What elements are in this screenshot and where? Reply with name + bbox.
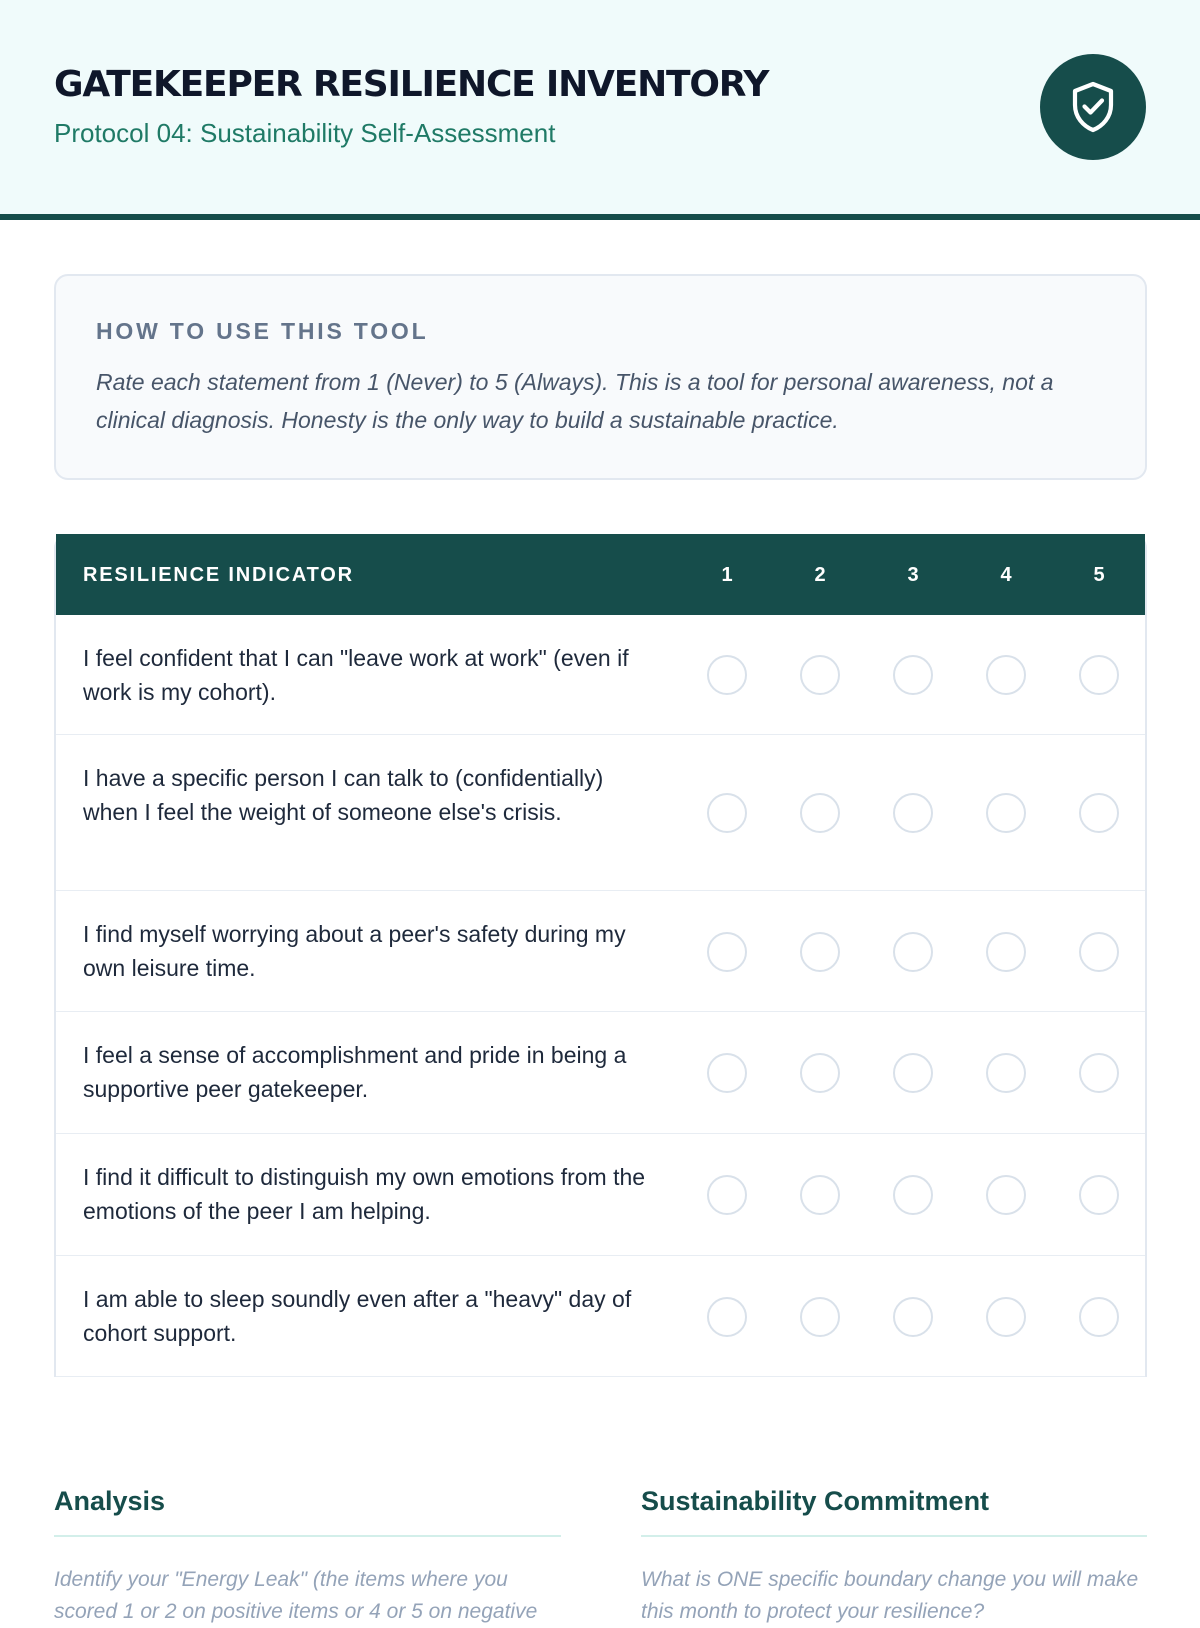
- rating-radio-3[interactable]: [893, 1175, 933, 1215]
- column-header-scale-5: 5: [1093, 564, 1105, 586]
- commitment-title: Sustainability Commitment: [641, 1486, 990, 1516]
- rating-radio-2[interactable]: [800, 1297, 840, 1337]
- rating-radio-2[interactable]: [800, 793, 840, 833]
- rating-radio-1[interactable]: [707, 1053, 747, 1093]
- rating-radio-3[interactable]: [893, 1297, 933, 1337]
- instructions-card: [54, 274, 1147, 480]
- rating-radio-4[interactable]: [986, 793, 1026, 833]
- table-header: [56, 534, 1145, 615]
- table-row: [56, 891, 1145, 1012]
- table-row: [56, 1134, 1145, 1256]
- rating-radio-3[interactable]: [893, 793, 933, 833]
- table-row: [56, 1256, 1145, 1377]
- indicator-statement: I find myself worrying about a peer's safety during my own leisure time.: [83, 921, 626, 981]
- instructions-title: HOW TO USE THIS TOOL: [96, 318, 429, 344]
- column-header-indicator: RESILIENCE INDICATOR: [83, 564, 354, 586]
- column-header-scale-3: 3: [907, 564, 919, 586]
- page-header: [0, 0, 1200, 220]
- rating-radio-4[interactable]: [986, 1297, 1026, 1337]
- rating-radio-3[interactable]: [893, 1053, 933, 1093]
- rating-radio-3[interactable]: [893, 932, 933, 972]
- analysis-prompt: Identify your "Energy Leak" (the items where you scored 1 or 2 on positive items or 4 or 5 on negative: [54, 1568, 538, 1623]
- shield-badge: [1040, 54, 1146, 160]
- page-title: GATEKEEPER RESILIENCE INVENTORY: [54, 64, 769, 105]
- rating-radio-5[interactable]: [1079, 793, 1119, 833]
- column-header-scale-2: 2: [814, 564, 826, 586]
- instructions-text: Rate each statement from 1 (Never) to 5 (Always). This is a tool for personal awareness, not a clinical diagnosis. Honesty is the only way to build a sustainable practice.: [96, 369, 1054, 433]
- analysis-divider: [54, 1535, 561, 1537]
- rating-radio-2[interactable]: [800, 1175, 840, 1215]
- rating-radio-5[interactable]: [1079, 1175, 1119, 1215]
- commitment-divider: [641, 1535, 1147, 1537]
- shield-check-icon: [1070, 81, 1116, 133]
- rating-radio-5[interactable]: [1079, 932, 1119, 972]
- rating-radio-1[interactable]: [707, 1297, 747, 1337]
- rating-radio-5[interactable]: [1079, 1053, 1119, 1093]
- rating-radio-2[interactable]: [800, 932, 840, 972]
- indicator-statement: I feel a sense of accomplishment and pride in being a supportive peer gatekeeper.: [83, 1042, 627, 1102]
- table-row: [56, 1012, 1145, 1134]
- rating-radio-2[interactable]: [800, 1053, 840, 1093]
- analysis-title: Analysis: [54, 1486, 166, 1516]
- rating-radio-5[interactable]: [1079, 1297, 1119, 1337]
- column-header-scale-4: 4: [1000, 564, 1012, 586]
- rating-radio-4[interactable]: [986, 932, 1026, 972]
- table-row: [56, 615, 1145, 735]
- rating-table: [54, 534, 1147, 1377]
- rating-radio-2[interactable]: [800, 655, 840, 695]
- rating-radio-1[interactable]: [707, 793, 747, 833]
- indicator-statement: I feel confident that I can "leave work at work" (even if work is my cohort).: [83, 645, 629, 705]
- commitment-prompt: What is ONE specific boundary change you will make this month to protect your resilience?: [641, 1568, 1139, 1623]
- rating-radio-5[interactable]: [1079, 655, 1119, 695]
- rating-radio-4[interactable]: [986, 655, 1026, 695]
- rating-radio-1[interactable]: [707, 1175, 747, 1215]
- rating-radio-4[interactable]: [986, 1175, 1026, 1215]
- indicator-statement: I am able to sleep soundly even after a "heavy" day of cohort support.: [83, 1286, 632, 1346]
- rating-radio-1[interactable]: [707, 932, 747, 972]
- indicator-statement: I have a specific person I can talk to (confidentially) when I feel the weight of someone else's crisis.: [83, 765, 604, 825]
- column-header-scale-1: 1: [721, 564, 733, 586]
- table-row: [56, 735, 1145, 891]
- rating-radio-4[interactable]: [986, 1053, 1026, 1093]
- indicator-statement: I find it difficult to distinguish my own emotions from the emotions of the peer I am helping.: [83, 1164, 646, 1224]
- rating-radio-1[interactable]: [707, 655, 747, 695]
- page-subtitle: Protocol 04: Sustainability Self-Assessment: [54, 118, 556, 148]
- rating-radio-3[interactable]: [893, 655, 933, 695]
